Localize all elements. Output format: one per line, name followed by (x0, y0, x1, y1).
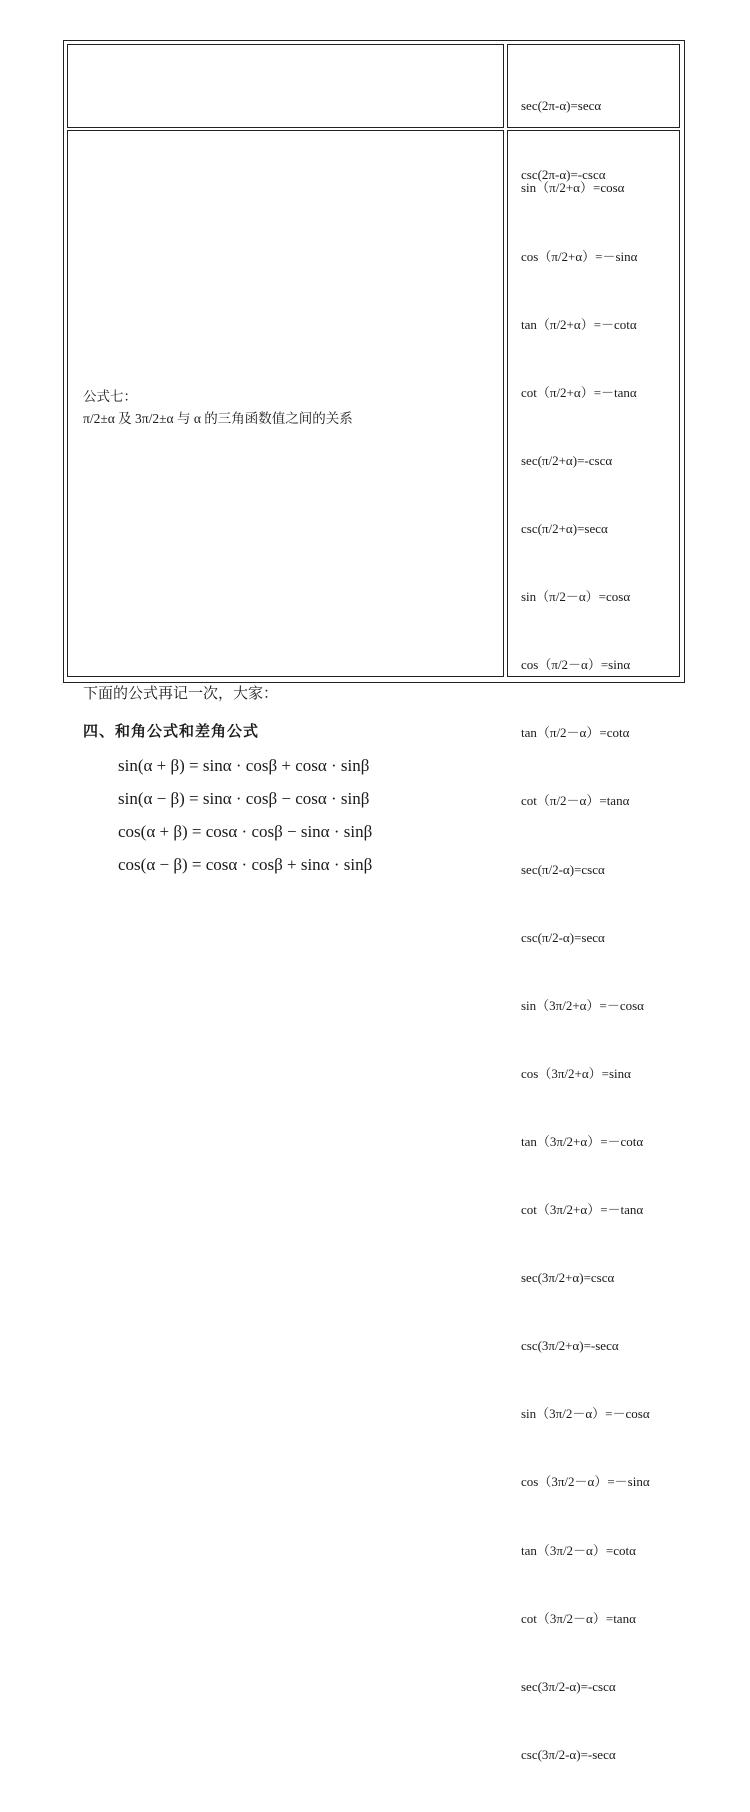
formula-item: cot（π/2+α）=－tanα (521, 384, 637, 400)
row2-formula-list (521, 132, 650, 1812)
formula-item: csc(π/2-α)=secα (521, 929, 605, 945)
section-heading: 四、和角公式和差角公式 (83, 722, 260, 740)
formula-item: csc(2π-α)=-cscα (521, 166, 606, 182)
formula-item: csc(3π/2+α)=-secα (521, 1338, 619, 1354)
formula-item: cot（3π/2－α）=tanα (521, 1610, 636, 1626)
equation-sin-difference: sin(α − β) = sinα · cosβ − cosα · sinβ (118, 789, 370, 808)
formula-item: sec(π/2+α)=-cscα (521, 452, 613, 468)
formula-item: sec(π/2-α)=cscα (521, 861, 605, 877)
formula-item: cos（π/2－α）=sinα (521, 657, 631, 673)
equation-sin-sum: sin(α + β) = sinα · cosβ + cosα · sinβ (118, 756, 370, 775)
formula-item: cot（π/2－α）=tanα (521, 793, 630, 809)
formula-item: cot（3π/2+α）=－tanα (521, 1202, 644, 1218)
row2-right-cell (507, 130, 680, 1762)
formula-item: csc(3π/2-α)=-secα (521, 1746, 616, 1762)
formula-item: tan（π/2－α）=cotα (521, 725, 630, 741)
formula-item: sec(3π/2-α)=-cscα (521, 1678, 616, 1694)
formula-item: cos（π/2+α）=－sinα (521, 248, 638, 264)
formula-seven-description: π/2±α 及 3π/2±α 与 α 的三角函数值之间的关系 (83, 411, 353, 426)
row1-left-cell (67, 44, 504, 128)
formula-item: sin（3π/2+α）=－cosα (521, 997, 644, 1013)
formula-item: cos（3π/2－α）=－sinα (521, 1474, 650, 1490)
formula-item: cos（3π/2+α）=sinα (521, 1065, 631, 1081)
formula-item: tan（π/2+α）=－cotα (521, 316, 637, 332)
formula-item: sin（π/2－α）=cosα (521, 589, 631, 605)
equation-cos-sum: cos(α + β) = cosα · cosβ − sinα · sinβ (118, 822, 373, 841)
formula-seven-label (83, 386, 353, 430)
formula-item: sec(2π-α)=secα (521, 98, 602, 114)
formula-item: sec(3π/2+α)=cscα (521, 1270, 615, 1286)
formula-seven-title: 公式七： (83, 389, 137, 404)
formula-item: tan（3π/2－α）=cotα (521, 1542, 636, 1558)
row1-right-cell (507, 44, 680, 182)
equation-cos-difference: cos(α − β) = cosα · cosβ + sinα · sinβ (118, 855, 373, 874)
formula-item: tan（3π/2+α）=－cotα (521, 1133, 644, 1149)
review-note: 下面的公式再记一次，大家： (83, 686, 279, 702)
formula-item: sin（π/2+α）=cosα (521, 180, 625, 196)
formula-item: csc(π/2+α)=secα (521, 520, 608, 536)
formula-item: sin（3π/2－α）=－cosα (521, 1406, 650, 1422)
row2-left-cell (67, 130, 504, 677)
